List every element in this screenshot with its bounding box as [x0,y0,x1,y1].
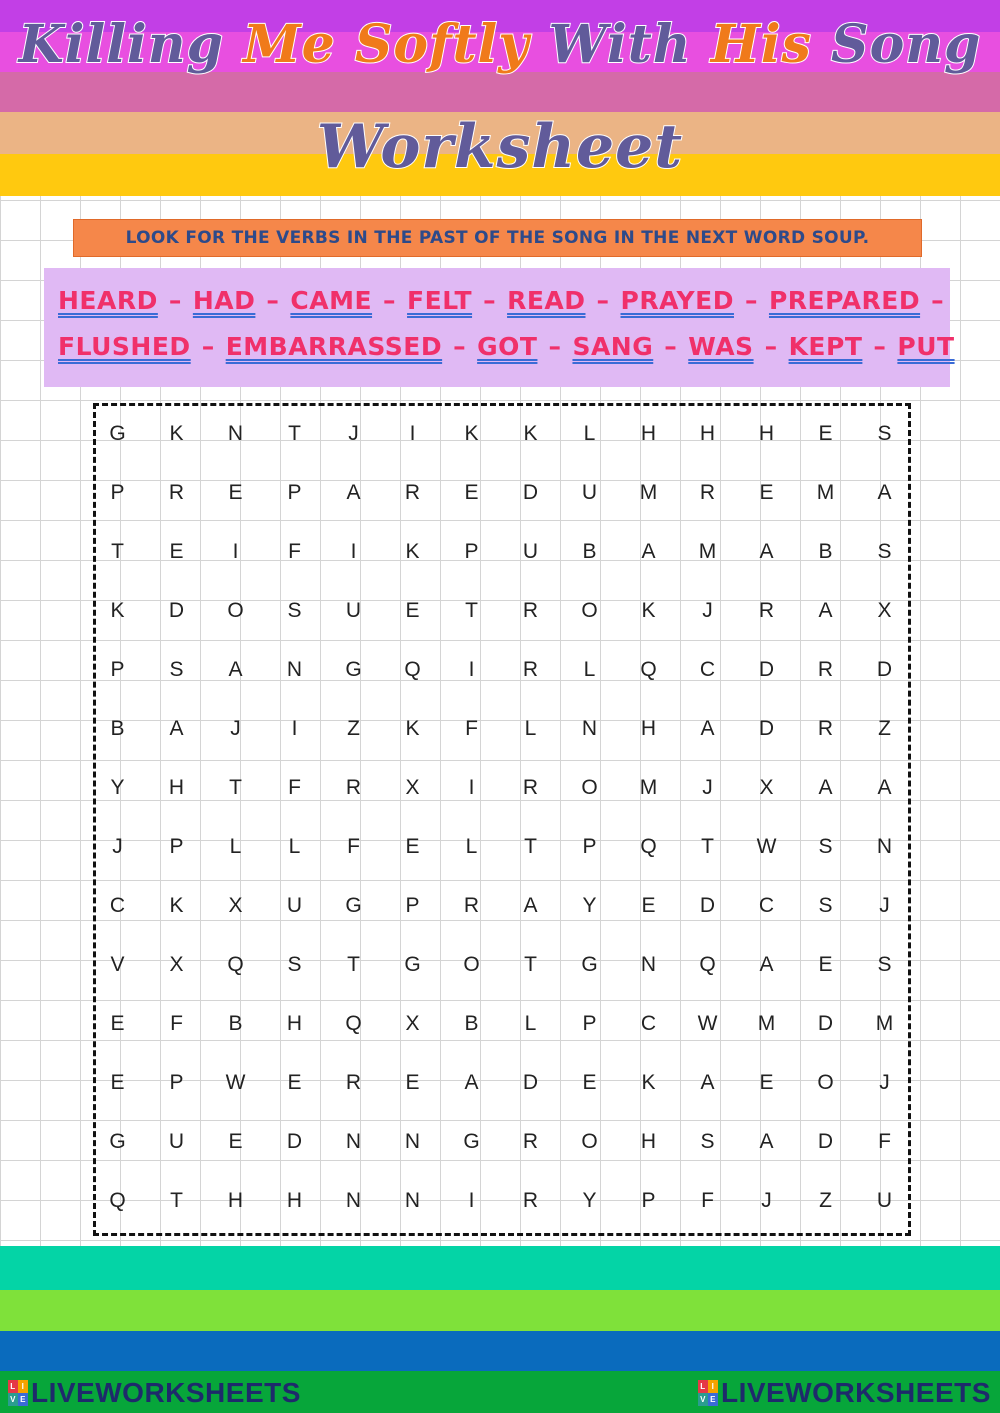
grid-cell[interactable]: N [345,1188,362,1212]
grid-cell[interactable]: P [641,1188,656,1212]
grid-cell[interactable]: E [405,834,420,858]
grid-cell[interactable]: B [228,1011,243,1035]
grid-cell[interactable]: X [228,893,243,917]
grid-cell[interactable]: I [232,539,239,563]
bank-word: FELT [407,286,473,315]
grid-cell[interactable]: N [404,1188,421,1212]
grid-cell[interactable]: T [524,834,537,858]
liveworksheets-logo-right[interactable] [698,1377,991,1409]
grid-cell[interactable]: G [109,1129,126,1153]
grid-cell[interactable]: L [465,834,478,858]
word-separator: – [873,332,887,361]
grid-cell[interactable]: R [345,775,362,799]
grid-cell[interactable]: G [345,893,362,917]
grid-cell[interactable]: F [347,834,360,858]
grid-cell[interactable]: A [700,1070,715,1094]
grid-cell[interactable]: J [230,716,241,740]
grid-cell[interactable]: Q [109,1188,126,1212]
word-separator: – [266,286,280,315]
grid-cell[interactable]: J [702,775,713,799]
grid-cell[interactable]: N [286,657,303,681]
grid-cell[interactable]: L [524,1011,537,1035]
grid-cell[interactable]: L [583,657,596,681]
grid-cell[interactable]: U [345,598,362,622]
grid-cell[interactable]: D [758,657,775,681]
grid-cell[interactable]: I [468,657,475,681]
grid-cell[interactable]: H [227,1188,244,1212]
grid-cell[interactable]: J [348,421,359,445]
title-word: With [548,14,692,75]
grid-cell[interactable]: W [697,1011,718,1035]
grid-cell[interactable]: H [286,1011,303,1035]
grid-cell[interactable]: O [227,598,244,622]
grid-cell[interactable]: M [816,480,835,504]
grid-cell[interactable]: E [818,952,833,976]
grid-cell[interactable]: P [464,539,479,563]
grid-cell[interactable]: U [581,480,598,504]
grid-cell[interactable]: X [759,775,774,799]
grid-cell[interactable]: S [169,657,184,681]
grid-cell[interactable]: R [522,657,539,681]
logo-letter: V [8,1393,18,1406]
grid-cell[interactable]: E [759,1070,774,1094]
bank-word: KEPT [788,332,863,361]
grid-cell[interactable]: P [110,657,125,681]
grid-cell[interactable]: P [287,480,302,504]
grid-cell[interactable]: G [404,952,421,976]
grid-cell[interactable]: A [346,480,361,504]
grid-cell[interactable]: P [110,480,125,504]
grid-cell[interactable]: H [699,421,716,445]
grid-cell[interactable]: N [404,1129,421,1153]
bottom-stripe-3 [0,1331,1000,1371]
grid-cell[interactable]: S [287,952,302,976]
bottom-stripe-2 [0,1290,1000,1331]
grid-cell[interactable]: Z [347,716,360,740]
bank-word: HAD [192,286,256,315]
word-separator: – [548,332,562,361]
grid-cell[interactable]: T [111,539,124,563]
bank-word: PRAYED [620,286,734,315]
grid-cell[interactable]: E [582,1070,597,1094]
grid-cell[interactable]: S [877,421,892,445]
grid-cell[interactable]: P [405,893,420,917]
grid-cell[interactable]: X [405,1011,420,1035]
grid-cell[interactable]: P [582,834,597,858]
grid-cell[interactable]: S [818,893,833,917]
grid-cell[interactable]: X [877,598,892,622]
grid-cell[interactable]: P [169,834,184,858]
grid-cell[interactable]: M [757,1011,776,1035]
grid-cell[interactable]: U [286,893,303,917]
grid-cell[interactable]: E [287,1070,302,1094]
grid-cell[interactable]: E [759,480,774,504]
grid-cell[interactable]: S [818,834,833,858]
grid-cell[interactable]: A [464,1070,479,1094]
word-separator: – [664,332,678,361]
liveworksheets-mark-icon [8,1380,28,1406]
grid-cell[interactable]: W [225,1070,246,1094]
instruction-banner: LOOK FOR THE VERBS IN THE PAST OF THE SONG IN THE NEXT WORD SOUP. [73,219,922,257]
grid-cell[interactable]: R [404,480,421,504]
worksheet-subtitle [0,112,1000,182]
subtitle-text: Worksheet [316,112,684,182]
grid-cell[interactable]: Y [582,1188,597,1212]
grid-cell[interactable]: N [227,421,244,445]
grid-cell[interactable]: K [641,598,656,622]
grid-cell[interactable]: O [463,952,480,976]
grid-cell[interactable]: D [817,1129,834,1153]
grid-cell[interactable]: G [463,1129,480,1153]
grid-cell[interactable]: R [758,598,775,622]
word-separator: – [483,286,497,315]
grid-cell[interactable]: L [288,834,301,858]
grid-cell[interactable]: A [759,539,774,563]
grid-cell[interactable]: C [109,893,126,917]
grid-cell[interactable]: R [522,1129,539,1153]
grid-cell[interactable]: B [582,539,597,563]
grid-cell[interactable]: B [464,1011,479,1035]
grid-cell[interactable]: G [581,952,598,976]
grid-cell[interactable]: A [641,539,656,563]
grid-cell[interactable]: R [522,598,539,622]
grid-cell[interactable]: U [522,539,539,563]
grid-cell[interactable]: T [347,952,360,976]
grid-cell[interactable]: D [522,1070,539,1094]
grid-cell[interactable]: L [583,421,596,445]
grid-cell[interactable]: X [169,952,184,976]
grid-cell[interactable]: K [169,421,184,445]
bank-word: CAME [290,286,373,315]
grid-cell[interactable]: R [522,1188,539,1212]
worksheet-title [0,14,1000,75]
grid-cell[interactable]: I [468,1188,475,1212]
title-word: Song [831,14,982,75]
top-stripe-3 [0,72,1000,112]
grid-cell[interactable]: S [877,952,892,976]
grid-cell[interactable]: Q [640,657,657,681]
grid-cell[interactable]: A [700,716,715,740]
grid-cell[interactable]: F [465,716,478,740]
bank-word: FLUSHED [58,332,191,361]
grid-cell[interactable]: S [877,539,892,563]
grid-cell[interactable]: E [641,893,656,917]
bank-word: EMBARRASSED [225,332,443,361]
grid-cell[interactable]: R [168,480,185,504]
grid-cell[interactable]: K [405,716,420,740]
grid-cell[interactable]: Q [227,952,244,976]
grid-cell[interactable]: K [523,421,538,445]
grid-cell[interactable]: D [522,480,539,504]
grid-cell[interactable]: U [876,1188,893,1212]
grid-cell[interactable]: I [350,539,357,563]
grid-cell[interactable]: H [168,775,185,799]
grid-cell[interactable]: K [641,1070,656,1094]
grid-cell[interactable]: U [168,1129,185,1153]
grid-cell[interactable]: M [698,539,717,563]
grid-cell[interactable]: C [758,893,775,917]
grid-cell[interactable]: A [759,952,774,976]
grid-cell[interactable]: Q [640,834,657,858]
title-word: Softly [354,14,530,75]
grid-cell[interactable]: E [228,480,243,504]
grid-cell[interactable]: G [109,421,126,445]
grid-cell[interactable]: R [522,775,539,799]
logo-letter: L [8,1380,18,1393]
word-separator: – [764,332,778,361]
grid-cell[interactable]: I [468,775,475,799]
grid-cell[interactable]: J [879,893,890,917]
bank-word: READ [507,286,586,315]
word-bank-row-1 [58,278,945,324]
grid-cell[interactable]: O [581,1129,598,1153]
grid-cell[interactable]: E [818,421,833,445]
grid-cell[interactable]: A [228,657,243,681]
grid-cell[interactable]: E [464,480,479,504]
word-separator: – [453,332,467,361]
grid-cell[interactable]: S [700,1129,715,1153]
logo-letter: I [708,1380,718,1393]
grid-cell[interactable]: D [817,1011,834,1035]
grid-cell[interactable]: F [878,1129,891,1153]
grid-cell[interactable]: R [817,657,834,681]
grid-cell[interactable]: N [876,834,893,858]
grid-cell[interactable]: J [112,834,123,858]
grid-cell[interactable]: T [701,834,714,858]
grid-cell[interactable]: A [877,480,892,504]
logo-letter: E [18,1393,28,1406]
grid-cell[interactable]: P [582,1011,597,1035]
bank-word: PREPARED [768,286,921,315]
grid-cell[interactable]: R [345,1070,362,1094]
grid-cell[interactable]: T [288,421,301,445]
brand-name: LIVEWORKSHEETS [721,1377,991,1408]
grid-cell[interactable]: O [581,598,598,622]
grid-cell[interactable]: T [170,1188,183,1212]
grid-cell[interactable]: E [228,1129,243,1153]
grid-cell[interactable]: T [524,952,537,976]
word-separator: – [168,286,182,315]
word-separator: – [744,286,758,315]
grid-cell[interactable]: D [876,657,893,681]
word-separator: – [931,286,945,315]
grid-cell[interactable]: V [110,952,125,976]
grid-cell[interactable]: Z [878,716,891,740]
grid-cell[interactable]: E [169,539,184,563]
grid-cell[interactable]: T [229,775,242,799]
brand-name: LIVEWORKSHEETS [31,1377,301,1408]
grid-cell[interactable]: R [463,893,480,917]
grid-cell[interactable]: J [761,1188,772,1212]
logo-letter: L [698,1380,708,1393]
title-word: His [710,14,812,75]
grid-cell[interactable]: M [639,775,658,799]
logo-letter: I [18,1380,28,1393]
grid-cell[interactable]: A [759,1129,774,1153]
bank-word: PUT [897,332,955,361]
grid-cell[interactable]: E [110,1011,125,1035]
grid-cell[interactable]: J [702,598,713,622]
grid-cell[interactable]: E [110,1070,125,1094]
grid-cell[interactable]: A [523,893,538,917]
grid-cell[interactable]: P [169,1070,184,1094]
grid-cell[interactable]: A [169,716,184,740]
word-search-grid [88,404,914,1230]
bank-word: WAS [688,332,754,361]
grid-cell[interactable]: E [405,598,420,622]
grid-cell[interactable]: L [229,834,242,858]
grid-cell[interactable]: X [405,775,420,799]
grid-cell[interactable]: A [818,598,833,622]
word-separator: – [383,286,397,315]
word-bank-row-2 [58,324,955,370]
title-word: Me [243,14,336,75]
grid-cell[interactable]: K [405,539,420,563]
grid-cell[interactable]: K [464,421,479,445]
grid-cell[interactable]: I [409,421,416,445]
grid-cell[interactable]: H [640,716,657,740]
grid-cell[interactable]: N [640,952,657,976]
grid-cell[interactable]: M [875,1011,894,1035]
grid-cell[interactable]: F [170,1011,183,1035]
grid-cell[interactable]: W [756,834,777,858]
word-separator: – [201,332,215,361]
grid-cell[interactable]: S [287,598,302,622]
grid-cell[interactable]: H [640,421,657,445]
grid-cell[interactable]: H [758,421,775,445]
grid-cell[interactable]: C [699,657,716,681]
grid-cell[interactable]: Q [345,1011,362,1035]
grid-cell[interactable]: I [291,716,298,740]
grid-cell[interactable]: D [758,716,775,740]
liveworksheets-mark-icon [698,1380,718,1406]
grid-cell[interactable]: N [345,1129,362,1153]
grid-cell[interactable]: Q [404,657,421,681]
grid-cell[interactable]: K [169,893,184,917]
liveworksheets-logo-left[interactable] [8,1377,301,1409]
word-bank [44,268,955,387]
grid-cell[interactable]: B [818,539,833,563]
grid-cell[interactable]: B [110,716,125,740]
grid-cell[interactable]: H [640,1129,657,1153]
grid-cell[interactable]: M [639,480,658,504]
grid-cell[interactable]: H [286,1188,303,1212]
grid-cell[interactable]: A [818,775,833,799]
grid-cell[interactable]: L [524,716,537,740]
grid-cell[interactable]: D [168,598,185,622]
grid-cell[interactable]: T [465,598,478,622]
logo-letter: E [708,1393,718,1406]
grid-cell[interactable]: F [288,539,301,563]
word-separator: – [596,286,610,315]
grid-cell[interactable]: J [879,1070,890,1094]
grid-cell[interactable]: O [581,775,598,799]
bottom-stripe-1 [0,1246,1000,1290]
grid-cell[interactable]: E [405,1070,420,1094]
grid-cell[interactable]: Y [582,893,597,917]
logo-letter: V [698,1393,708,1406]
grid-cell[interactable]: F [701,1188,714,1212]
grid-cell[interactable]: R [817,716,834,740]
grid-cell[interactable]: C [640,1011,657,1035]
bank-word: HEARD [58,286,158,315]
grid-cell[interactable]: Q [699,952,716,976]
grid-cell[interactable]: Y [110,775,125,799]
grid-cell[interactable]: O [817,1070,834,1094]
grid-cell[interactable]: K [110,598,125,622]
grid-cell[interactable]: A [877,775,892,799]
grid-cell[interactable]: N [581,716,598,740]
grid-cell[interactable]: D [286,1129,303,1153]
grid-cell[interactable]: F [288,775,301,799]
bank-word: SANG [572,332,654,361]
bank-word: GOT [477,332,538,361]
grid-cell[interactable]: R [699,480,716,504]
title-word: Killing [18,14,224,75]
grid-cell[interactable]: D [699,893,716,917]
grid-cell[interactable]: G [345,657,362,681]
grid-cell[interactable]: Z [819,1188,832,1212]
